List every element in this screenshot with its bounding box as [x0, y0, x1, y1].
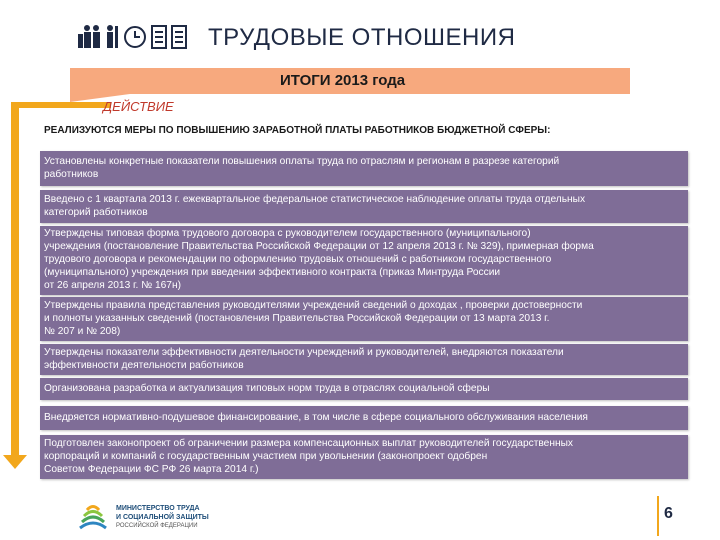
page-number-rule [657, 496, 659, 536]
item-line: Внедряется нормативно-подушевое финансирование, в том числе в сфере социального обслуживания населения [44, 412, 588, 423]
measure-item-5 [40, 344, 688, 375]
action-label: ДЕЙСТВИЕ [103, 99, 174, 114]
item-line: эффективности деятельности работников [44, 360, 244, 371]
item-line: корпораций и компаний с государственным участием при увольнении (законопроект одобрен [44, 451, 488, 462]
item-line: Установлены конкретные показатели повышения оплаты труда по отраслям и регионам в разрезе категорий [44, 156, 560, 167]
measure-item-3 [40, 226, 688, 295]
item-line: Утверждены показатели эффективности деятельности учреждений и руководителей, внедряются показатели [44, 347, 564, 358]
item-line: Организована разработка и актуализация типовых норм труда в отраслях социальной сферы [44, 383, 490, 394]
measure-item-2 [40, 190, 688, 223]
header-icons [78, 24, 192, 50]
person-icon [107, 25, 118, 48]
clock-icon [125, 27, 145, 47]
measure-item-6 [40, 378, 688, 400]
flow-arrow-line [11, 102, 19, 457]
ministry-line: РОССИЙСКОЙ ФЕДЕРАЦИИ [116, 523, 198, 529]
item-line: Подготовлен законопроект об ограничении размера компенсационных выплат руководителей государственных [44, 438, 574, 449]
banner-label: ИТОГИ 2013 года [280, 72, 406, 89]
people-icon [78, 25, 100, 48]
item-line: (муниципального) учреждения при введении эффективного контракта (приказ Минтруда России [44, 267, 501, 278]
ministry-line: МИНИСТЕРСТВО ТРУДА [116, 505, 200, 512]
item-line: от 26 апреля 2013 г. № 167н) [44, 280, 181, 291]
measure-item-1 [40, 151, 688, 186]
item-line: Утверждены правила представления руководителями учреждений сведений о доходах , проверки достоверности [44, 300, 583, 311]
page-number: 6 [664, 505, 673, 522]
item-line: трудового договора и рекомендации по оформлению трудовых отношений с работником государственного [44, 254, 552, 265]
document-icon [152, 26, 186, 48]
measure-item-4 [40, 297, 688, 341]
measure-item-8 [40, 435, 688, 479]
ministry-name [116, 504, 209, 531]
item-line: Советом Федерации ФС РФ 26 марта 2014 г.) [44, 464, 259, 475]
page-title: ТРУДОВЫЕ ОТНОШЕНИЯ [208, 24, 516, 51]
item-line: Утверждены типовая форма трудового договора с руководителем государственного (муниципального) [44, 228, 531, 239]
ministry-line: И СОЦИАЛЬНОЙ ЗАЩИТЫ [116, 514, 209, 521]
item-line: работников [44, 169, 99, 180]
measure-item-7 [40, 406, 688, 430]
item-line: учреждения (постановление Правительства Российской Федерации от 12 апреля 2013 г. № 329), примерная форма [44, 241, 594, 252]
item-line: Введено с 1 квартала 2013 г. ежеквартальное федеральное статистическое наблюдение оплаты труда отдельных [44, 194, 586, 205]
flow-arrow-top [11, 102, 111, 108]
item-line: и полноты указанных сведений (постановления Правительства Российской Федерации от 13 марта 2013 г. [44, 313, 550, 324]
item-line: № 207 и № 208) [44, 326, 121, 337]
flow-arrow-head [3, 455, 27, 469]
ministry-logo-icon [78, 498, 108, 534]
section-subtitle: РЕАЛИЗУЮТСЯ МЕРЫ ПО ПОВЫШЕНИЮ ЗАРАБОТНОЙ ПЛАТЫ РАБОТНИКОВ БЮДЖЕТНОЙ СФЕРЫ: [44, 125, 551, 136]
item-line: категорий работников [44, 207, 148, 218]
